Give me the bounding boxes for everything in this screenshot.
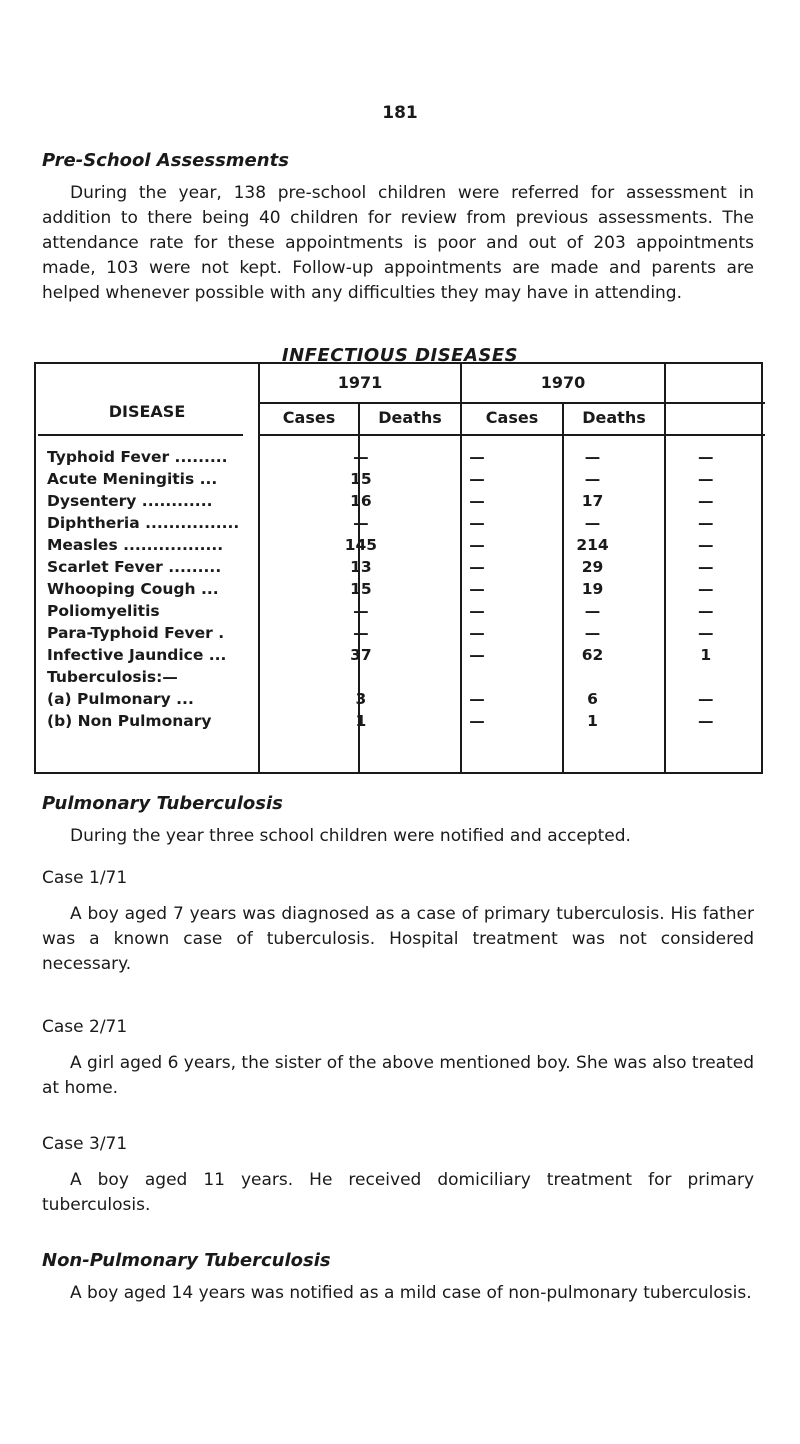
page-number: 181 [382, 103, 418, 123]
disease-name-cell: Typhoid Fever ......... [47, 448, 228, 466]
cases-1971-cell: — [353, 624, 369, 642]
deaths-1970-cell: — [698, 690, 714, 708]
deaths-1970-cell: — [698, 712, 714, 730]
disease-name-cell: (a) Pulmonary ... [47, 690, 194, 708]
table-row [36, 512, 761, 534]
table-row [36, 644, 761, 666]
disease-name-cell: Infective Jaundice ... [47, 646, 227, 664]
cases-1971-cell: 1 [355, 712, 367, 730]
deaths-1970-cell: — [698, 470, 714, 488]
case-label: Case 2/71 [42, 1017, 128, 1037]
table-row [36, 578, 761, 600]
cases-1971-cell: 13 [350, 558, 372, 576]
deaths-1971-cell: — [469, 514, 485, 532]
deaths-1970-cell: — [698, 492, 714, 510]
disease-name-cell: Dysentery ............ [47, 492, 213, 510]
table-row [36, 490, 761, 512]
disease-header: DISEASE [108, 402, 186, 421]
table-row [36, 666, 761, 688]
deaths-1971-header: Deaths [378, 408, 442, 427]
deaths-1970-cell [651, 666, 761, 688]
deaths-1971-cell: — [469, 646, 485, 664]
table-row [36, 688, 761, 710]
table-row [36, 600, 761, 622]
infectious-diseases-table [34, 362, 763, 774]
disease-name-cell: Tuberculosis:— [47, 668, 178, 686]
disease-name-cell: Scarlet Fever ......... [47, 558, 222, 576]
deaths-1970-cell: — [698, 580, 714, 598]
cases-1971-cell: 37 [350, 646, 372, 664]
cases-1971-cell [302, 666, 419, 688]
year-1971-header: 1971 [337, 373, 383, 392]
cases-1970-cell: 1 [587, 712, 598, 730]
pre-school-paragraph: During the year, 138 pre-school children were referred for assessment in addition to there being 40 children for review from previous assessments. The attendance rate for these appointments is poor and out of 203 appointments made, 103 were not kept. Follow-up appointments are made and parents are helped whenever possible with any difficulties they may have in attending. [42, 183, 754, 303]
table-body [36, 446, 761, 732]
cases-1970-cell: 29 [581, 558, 604, 576]
deaths-1971-cell: — [469, 580, 485, 598]
cases-1970-header: Cases [485, 408, 539, 427]
deaths-1970-cell: — [698, 602, 714, 620]
deaths-1970-cell: — [698, 536, 714, 554]
deaths-1970-cell: 1 [700, 646, 712, 664]
deaths-1971-cell: — [469, 602, 485, 620]
pulmonary-tb-intro: During the year three school children were notified and accepted. [70, 826, 631, 846]
disease-name-cell: Para-Typhoid Fever . [47, 624, 225, 642]
cases-1970-cell: — [584, 470, 601, 488]
table-row [36, 468, 761, 490]
cases-1971-cell: — [353, 448, 369, 466]
table-row [36, 710, 761, 732]
deaths-1971-cell [420, 666, 535, 688]
deaths-1971-cell: — [469, 624, 485, 642]
cases-1971-cell: 145 [344, 536, 378, 554]
disease-name-cell: Poliomyelitis [47, 602, 160, 620]
deaths-1970-cell: — [698, 514, 714, 532]
deaths-1970-cell: — [698, 624, 714, 642]
disease-name-cell: Whooping Cough ... [47, 580, 219, 598]
table-row [36, 622, 761, 644]
cases-1970-cell: 19 [581, 580, 604, 598]
disease-name-cell: Acute Meningitis ... [47, 470, 218, 488]
cases-1970-cell: 214 [576, 536, 609, 554]
year-rule [258, 402, 765, 404]
deaths-1971-cell: — [469, 690, 485, 708]
cases-1971-cell: — [353, 602, 369, 620]
disease-name-cell: Measles ................. [47, 536, 224, 554]
case-label: Case 1/71 [42, 868, 128, 888]
deaths-1971-cell: — [469, 448, 485, 466]
non-pulmonary-tb-heading: Non-Pulmonary Tuberculosis [42, 1250, 331, 1271]
cases-1971-cell: 15 [350, 580, 372, 598]
disease-name-cell: Diphtheria ................ [47, 514, 240, 532]
deaths-1971-cell: — [469, 536, 485, 554]
cases-1970-cell: 17 [581, 492, 604, 510]
case-label: Case 3/71 [42, 1134, 128, 1154]
deaths-1970-cell: — [698, 448, 714, 466]
cases-1970-cell [534, 666, 650, 688]
case-text: A girl aged 6 years, the sister of the above mentioned boy. She was also treated at home. [42, 1053, 754, 1098]
case-text: A boy aged 11 years. He received domiciliary treatment for primary tuberculosis. [42, 1170, 754, 1215]
deaths-1971-cell: — [469, 712, 485, 730]
cases-1970-cell: — [584, 602, 601, 620]
cases-1971-cell: — [353, 514, 369, 532]
pulmonary-tb-heading: Pulmonary Tuberculosis [42, 793, 283, 814]
header-rule [38, 434, 243, 436]
table-title: INFECTIOUS DISEASES [281, 345, 519, 366]
cases-1970-cell: — [584, 448, 601, 466]
cases-1970-cell: — [584, 514, 601, 532]
deaths-1970-cell: — [698, 558, 714, 576]
deaths-1971-cell: — [469, 470, 485, 488]
cases-1971-cell: 3 [355, 690, 367, 708]
disease-name-cell: (b) Non Pulmonary [47, 712, 212, 730]
table-row [36, 534, 761, 556]
cases-1970-cell: — [584, 624, 601, 642]
cases-1971-cell: 16 [350, 492, 372, 510]
deaths-1971-cell: — [469, 558, 485, 576]
non-pulmonary-tb-text: A boy aged 14 years was notified as a mild case of non-pulmonary tuberculosis. [70, 1283, 752, 1303]
header-rule [258, 434, 765, 436]
case-text: A boy aged 7 years was diagnosed as a case of primary tuberculosis. His father was a known case of tuberculosis. Hospital treatment was not considered necessary. [42, 904, 754, 974]
table-row [36, 446, 761, 468]
table-row [36, 556, 761, 578]
cases-1971-cell: 15 [350, 470, 372, 488]
cases-1970-cell: 62 [581, 646, 604, 664]
year-1970-header: 1970 [540, 373, 586, 392]
pre-school-heading: Pre-School Assessments [42, 150, 289, 171]
cases-1970-cell: 6 [587, 690, 598, 708]
cases-1971-header: Cases [282, 408, 336, 427]
deaths-1971-cell: — [469, 492, 485, 510]
deaths-1970-header: Deaths [582, 408, 646, 427]
